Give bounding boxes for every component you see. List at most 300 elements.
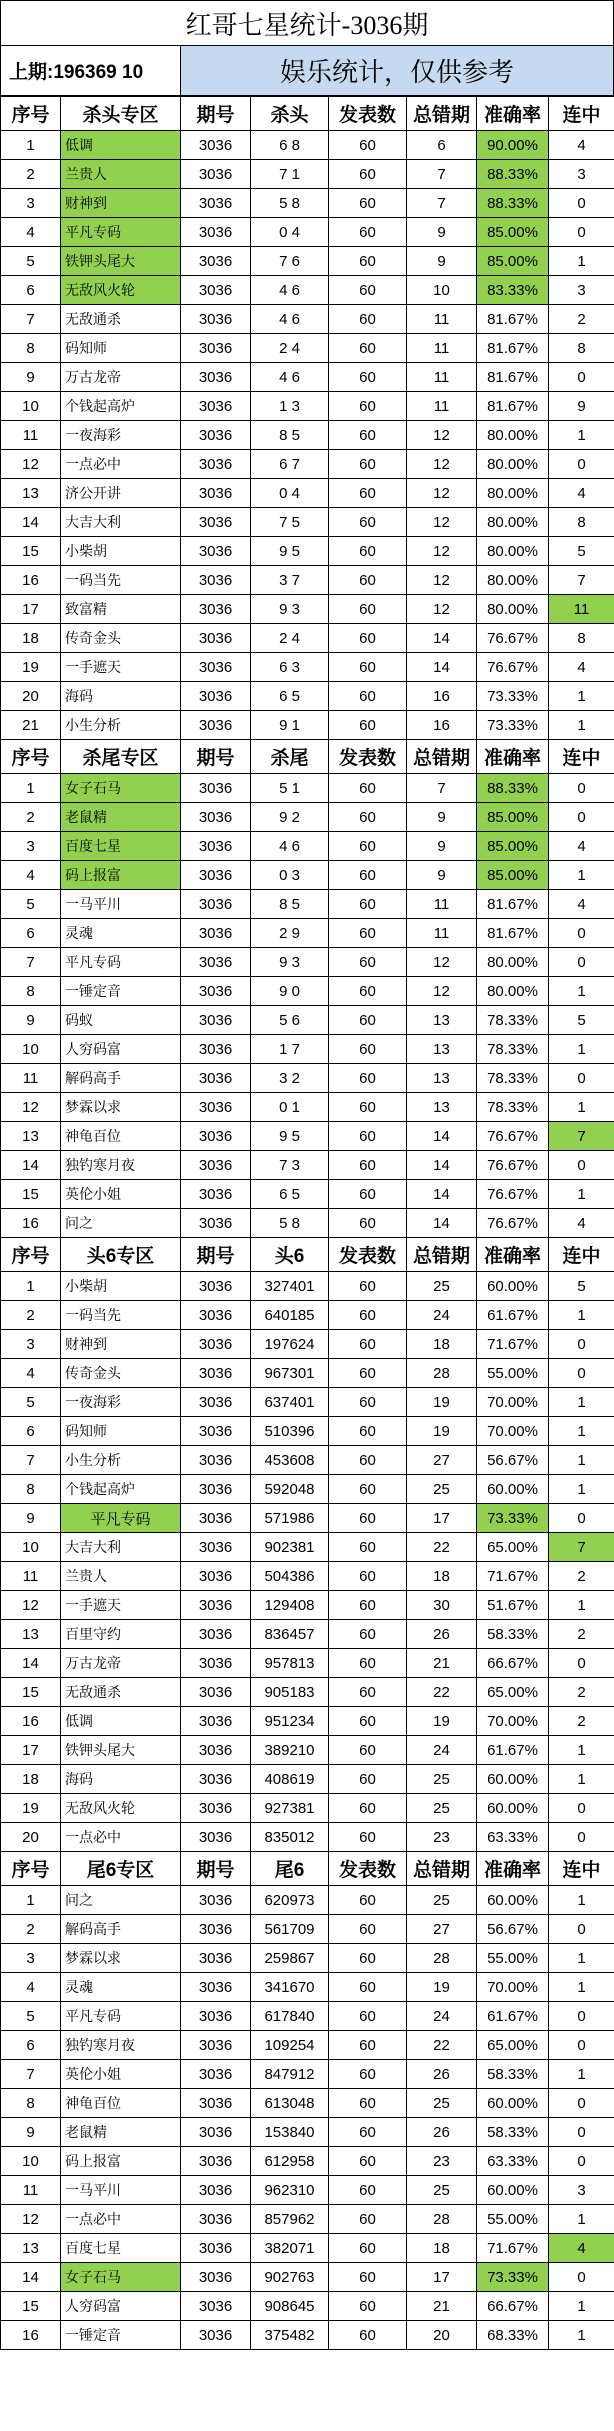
table-cell: 12 <box>407 479 477 508</box>
table-cell: 26 <box>407 2118 477 2147</box>
table-cell: 3036 <box>181 247 251 276</box>
table-cell: 一码当先 <box>61 566 181 595</box>
table-cell: 60.00% <box>477 1765 549 1794</box>
table-cell: 389210 <box>251 1736 329 1765</box>
table-cell: 16 <box>407 682 477 711</box>
table-cell: 一点必中 <box>61 1823 181 1852</box>
table-cell: 一锤定音 <box>61 2321 181 2350</box>
table-cell: 197624 <box>251 1330 329 1359</box>
table-cell: 万古龙帝 <box>61 1649 181 1678</box>
table-row <box>1 2321 614 2350</box>
column-header: 期号 <box>181 740 251 774</box>
table-cell: 17 <box>407 2263 477 2292</box>
table-cell: 1 <box>549 1180 614 1209</box>
table-cell: 25 <box>407 1272 477 1301</box>
table-cell: 6 <box>1 276 61 305</box>
table-cell: 81.67% <box>477 334 549 363</box>
table-cell: 铁钾头尾大 <box>61 1736 181 1765</box>
table-cell: 16 <box>1 1209 61 1238</box>
table-cell: 3036 <box>181 1064 251 1093</box>
table-cell: 12 <box>407 566 477 595</box>
table-cell: 13 <box>407 1093 477 1122</box>
table-cell: 1 <box>549 247 614 276</box>
table-cell: 一锤定音 <box>61 977 181 1006</box>
table-row <box>1 1649 614 1678</box>
table-cell: 60 <box>329 218 407 247</box>
column-header: 准确率 <box>477 97 549 131</box>
table-cell: 小生分析 <box>61 1446 181 1475</box>
table-cell: 一手遮天 <box>61 1591 181 1620</box>
table-row <box>1 1388 614 1417</box>
table-row <box>1 1035 614 1064</box>
table-cell: 0 <box>549 1151 614 1180</box>
table-cell: 0 <box>549 363 614 392</box>
table-row <box>1 334 614 363</box>
table-cell: 2 <box>1 1915 61 1944</box>
table-row <box>1 2118 614 2147</box>
table-cell: 3036 <box>181 1093 251 1122</box>
table-row <box>1 890 614 919</box>
table-row <box>1 2205 614 2234</box>
table-cell: 4 <box>549 832 614 861</box>
table-cell: 12 <box>407 508 477 537</box>
table-cell: 4 <box>1 861 61 890</box>
table-cell: 0 <box>549 2147 614 2176</box>
table-cell: 85.00% <box>477 861 549 890</box>
table-cell: 22 <box>407 1533 477 1562</box>
table-row <box>1 919 614 948</box>
table-cell: 3036 <box>181 1330 251 1359</box>
table-cell: 60 <box>329 2118 407 2147</box>
column-header: 发表数 <box>329 97 407 131</box>
table-cell: 4 <box>549 2234 614 2263</box>
table-cell: 3036 <box>181 2118 251 2147</box>
table-cell: 1 <box>549 2060 614 2089</box>
column-header: 杀尾专区 <box>61 740 181 774</box>
table-cell: 13 <box>1 1620 61 1649</box>
table-cell: 10 <box>407 276 477 305</box>
column-header: 头6专区 <box>61 1238 181 1272</box>
table-cell: 10 <box>1 392 61 421</box>
table-row <box>1 1209 614 1238</box>
table-cell: 5 1 <box>251 774 329 803</box>
table-cell: 3036 <box>181 774 251 803</box>
table-cell: 7 <box>1 1446 61 1475</box>
table-row <box>1 1678 614 1707</box>
table-cell: 8 <box>549 508 614 537</box>
table-cell: 847912 <box>251 2060 329 2089</box>
table-cell: 1 <box>549 977 614 1006</box>
table-cell: 60 <box>329 803 407 832</box>
table-cell: 65.00% <box>477 1533 549 1562</box>
table-cell: 60 <box>329 1093 407 1122</box>
table-cell: 78.33% <box>477 1035 549 1064</box>
table-cell: 3036 <box>181 363 251 392</box>
table-row <box>1 131 614 160</box>
table-cell: 28 <box>407 1944 477 1973</box>
table-cell: 8 <box>1 1475 61 1504</box>
table-cell: 65.00% <box>477 1678 549 1707</box>
table-cell: 962310 <box>251 2176 329 2205</box>
table-cell: 22 <box>407 1678 477 1707</box>
table-cell: 24 <box>407 1736 477 1765</box>
table-cell: 3036 <box>181 1649 251 1678</box>
table-cell: 一夜海彩 <box>61 1388 181 1417</box>
table-cell: 18 <box>1 1765 61 1794</box>
table-row <box>1 1301 614 1330</box>
table-cell: 11 <box>407 363 477 392</box>
table-cell: 8 5 <box>251 421 329 450</box>
table-cell: 76.67% <box>477 1151 549 1180</box>
table-cell: 60 <box>329 1446 407 1475</box>
table-cell: 25 <box>407 1794 477 1823</box>
disclaimer-banner: 娱乐统计，仅供参考 <box>181 46 613 95</box>
table-row <box>1 774 614 803</box>
table-row <box>1 1006 614 1035</box>
table-cell: 11 <box>1 1562 61 1591</box>
table-cell: 857962 <box>251 2205 329 2234</box>
table-cell: 18 <box>407 1562 477 1591</box>
table-cell: 60 <box>329 861 407 890</box>
table-cell: 3036 <box>181 305 251 334</box>
table-cell: 1 <box>549 1417 614 1446</box>
table-cell: 81.67% <box>477 919 549 948</box>
table-cell: 60 <box>329 711 407 740</box>
table-cell: 3036 <box>181 1973 251 2002</box>
table-cell: 7 <box>1 948 61 977</box>
table-cell: 英伦小姐 <box>61 2060 181 2089</box>
stats-table-body <box>1 97 614 2350</box>
table-cell: 3036 <box>181 2002 251 2031</box>
table-cell: 1 <box>549 1301 614 1330</box>
table-row <box>1 803 614 832</box>
table-cell: 5 <box>549 1272 614 1301</box>
table-cell: 9 <box>407 861 477 890</box>
table-cell: 13 <box>1 479 61 508</box>
table-cell: 76.67% <box>477 1180 549 1209</box>
table-cell: 6 <box>1 919 61 948</box>
table-cell: 902763 <box>251 2263 329 2292</box>
table-cell: 7 <box>549 566 614 595</box>
table-cell: 9 5 <box>251 1122 329 1151</box>
table-cell: 60 <box>329 1886 407 1915</box>
table-cell: 3 <box>549 276 614 305</box>
column-header: 连中 <box>549 1852 614 1886</box>
table-cell: 1 <box>549 1765 614 1794</box>
table-cell: 解码高手 <box>61 1915 181 1944</box>
table-cell: 28 <box>407 1359 477 1388</box>
table-cell: 5 <box>1 1388 61 1417</box>
table-cell: 60 <box>329 653 407 682</box>
table-cell: 3036 <box>181 2321 251 2350</box>
table-cell: 无敌通杀 <box>61 305 181 334</box>
table-cell: 5 8 <box>251 1209 329 1238</box>
table-row <box>1 861 614 890</box>
table-cell: 60 <box>329 624 407 653</box>
table-cell: 19 <box>1 653 61 682</box>
table-cell: 60 <box>329 2176 407 2205</box>
table-cell: 3036 <box>181 861 251 890</box>
column-header: 杀尾 <box>251 740 329 774</box>
table-row <box>1 1944 614 1973</box>
table-cell: 5 <box>1 2002 61 2031</box>
table-cell: 3 <box>549 2176 614 2205</box>
table-row <box>1 1093 614 1122</box>
table-cell: 76.67% <box>477 624 549 653</box>
table-row <box>1 2031 614 2060</box>
table-cell: 0 <box>549 1794 614 1823</box>
table-cell: 510396 <box>251 1417 329 1446</box>
table-cell: 18 <box>407 2234 477 2263</box>
table-cell: 60 <box>329 832 407 861</box>
table-cell: 14 <box>1 1649 61 1678</box>
table-cell: 60.00% <box>477 1272 549 1301</box>
table-cell: 2 <box>1 803 61 832</box>
table-cell: 传奇金头 <box>61 1359 181 1388</box>
table-cell: 3036 <box>181 218 251 247</box>
table-cell: 4 <box>549 653 614 682</box>
column-header: 期号 <box>181 1238 251 1272</box>
table-cell: 3036 <box>181 1122 251 1151</box>
table-row <box>1 832 614 861</box>
table-cell: 60 <box>329 948 407 977</box>
table-cell: 60 <box>329 1006 407 1035</box>
table-cell: 16 <box>1 566 61 595</box>
table-row <box>1 595 614 624</box>
table-cell: 13 <box>1 1122 61 1151</box>
table-cell: 码上报富 <box>61 861 181 890</box>
table-cell: 60 <box>329 2089 407 2118</box>
table-cell: 0 <box>549 774 614 803</box>
table-cell: 百度七星 <box>61 2234 181 2263</box>
table-cell: 一点必中 <box>61 2205 181 2234</box>
table-cell: 13 <box>407 1006 477 1035</box>
table-cell: 3036 <box>181 508 251 537</box>
table-cell: 4 <box>1 1973 61 2002</box>
table-cell: 78.33% <box>477 1064 549 1093</box>
page-title: 红哥七星统计-3036期 <box>0 0 614 46</box>
table-cell: 0 <box>549 1823 614 1852</box>
table-cell: 个钱起高炉 <box>61 1475 181 1504</box>
table-cell: 2 4 <box>251 624 329 653</box>
table-row <box>1 2263 614 2292</box>
table-cell: 60 <box>329 2205 407 2234</box>
table-cell: 6 3 <box>251 653 329 682</box>
table-cell: 60 <box>329 1417 407 1446</box>
table-cell: 60 <box>329 305 407 334</box>
table-cell: 女子石马 <box>61 774 181 803</box>
table-cell: 6 8 <box>251 131 329 160</box>
table-cell: 一马平川 <box>61 890 181 919</box>
table-cell: 9 <box>1 1504 61 1533</box>
table-cell: 12 <box>407 948 477 977</box>
table-cell: 3 7 <box>251 566 329 595</box>
table-cell: 63.33% <box>477 2147 549 2176</box>
table-row <box>1 1533 614 1562</box>
table-cell: 60 <box>329 1475 407 1504</box>
table-cell: 3036 <box>181 1388 251 1417</box>
sub-header <box>0 46 614 96</box>
table-cell: 10 <box>1 1533 61 1562</box>
table-cell: 613048 <box>251 2089 329 2118</box>
table-cell: 68.33% <box>477 2321 549 2350</box>
table-cell: 2 <box>549 305 614 334</box>
table-cell: 3036 <box>181 334 251 363</box>
table-cell: 14 <box>407 653 477 682</box>
table-cell: 60 <box>329 1765 407 1794</box>
table-cell: 5 <box>549 1006 614 1035</box>
table-cell: 90.00% <box>477 131 549 160</box>
table-cell: 3036 <box>181 1209 251 1238</box>
table-cell: 12 <box>1 2205 61 2234</box>
table-cell: 3036 <box>181 189 251 218</box>
table-cell: 60.00% <box>477 2176 549 2205</box>
table-cell: 4 6 <box>251 832 329 861</box>
table-cell: 1 <box>549 1973 614 2002</box>
table-cell: 17 <box>1 1736 61 1765</box>
table-cell: 26 <box>407 1620 477 1649</box>
table-cell: 济公开讲 <box>61 479 181 508</box>
table-row <box>1 450 614 479</box>
table-cell: 0 <box>549 1649 614 1678</box>
table-cell: 78.33% <box>477 1093 549 1122</box>
table-cell: 60.00% <box>477 1475 549 1504</box>
table-cell: 3036 <box>181 890 251 919</box>
table-cell: 80.00% <box>477 450 549 479</box>
table-cell: 7 5 <box>251 508 329 537</box>
table-row <box>1 948 614 977</box>
table-cell: 2 <box>549 1562 614 1591</box>
table-cell: 81.67% <box>477 890 549 919</box>
table-cell: 76.67% <box>477 653 549 682</box>
table-cell: 23 <box>407 1823 477 1852</box>
table-cell: 3036 <box>181 1915 251 1944</box>
table-cell: 0 <box>549 1359 614 1388</box>
table-cell: 神龟百位 <box>61 1122 181 1151</box>
table-cell: 60 <box>329 189 407 218</box>
table-cell: 7 <box>407 160 477 189</box>
table-cell: 3036 <box>181 2031 251 2060</box>
table-row <box>1 537 614 566</box>
table-cell: 2 9 <box>251 919 329 948</box>
table-cell: 0 <box>549 2031 614 2060</box>
table-cell: 60 <box>329 2234 407 2263</box>
table-cell: 56.67% <box>477 1915 549 1944</box>
table-cell: 11 <box>407 919 477 948</box>
table-cell: 60 <box>329 1707 407 1736</box>
table-cell: 9 3 <box>251 595 329 624</box>
table-cell: 7 <box>1 305 61 334</box>
table-cell: 解码高手 <box>61 1064 181 1093</box>
column-header: 准确率 <box>477 1238 549 1272</box>
table-cell: 73.33% <box>477 2263 549 2292</box>
table-cell: 20 <box>1 682 61 711</box>
table-cell: 0 <box>549 919 614 948</box>
table-row <box>1 566 614 595</box>
table-cell: 571986 <box>251 1504 329 1533</box>
table-cell: 17 <box>1 595 61 624</box>
table-cell: 4 <box>549 1209 614 1238</box>
table-cell: 80.00% <box>477 537 549 566</box>
table-cell: 6 <box>407 131 477 160</box>
table-cell: 一手遮天 <box>61 653 181 682</box>
table-cell: 11 <box>1 1064 61 1093</box>
table-row <box>1 1180 614 1209</box>
table-row <box>1 1823 614 1852</box>
table-cell: 61.67% <box>477 1301 549 1330</box>
table-cell: 11 <box>407 334 477 363</box>
table-cell: 60 <box>329 1209 407 1238</box>
table-cell: 70.00% <box>477 1388 549 1417</box>
table-cell: 14 <box>1 508 61 537</box>
table-row <box>1 653 614 682</box>
table-row <box>1 1620 614 1649</box>
table-cell: 9 3 <box>251 948 329 977</box>
table-cell: 16 <box>407 711 477 740</box>
table-cell: 3036 <box>181 392 251 421</box>
table-cell: 0 <box>549 450 614 479</box>
table-cell: 21 <box>1 711 61 740</box>
table-cell: 22 <box>407 2031 477 2060</box>
table-row <box>1 189 614 218</box>
table-cell: 60 <box>329 1591 407 1620</box>
table-cell: 73.33% <box>477 1504 549 1533</box>
table-row <box>1 1272 614 1301</box>
table-cell: 80.00% <box>477 508 549 537</box>
table-cell: 3036 <box>181 919 251 948</box>
table-cell: 11 <box>407 392 477 421</box>
table-cell: 7 1 <box>251 160 329 189</box>
table-cell: 1 <box>549 1736 614 1765</box>
table-cell: 2 <box>549 1678 614 1707</box>
table-cell: 3036 <box>181 537 251 566</box>
column-header: 准确率 <box>477 740 549 774</box>
table-cell: 85.00% <box>477 803 549 832</box>
table-cell: 1 <box>549 1886 614 1915</box>
table-cell: 27 <box>407 1446 477 1475</box>
table-cell: 8 <box>1 2089 61 2118</box>
table-cell: 3036 <box>181 1944 251 1973</box>
table-cell: 70.00% <box>477 1417 549 1446</box>
table-cell: 60 <box>329 276 407 305</box>
table-cell: 3036 <box>181 832 251 861</box>
table-row <box>1 1359 614 1388</box>
table-cell: 88.33% <box>477 774 549 803</box>
table-cell: 80.00% <box>477 977 549 1006</box>
table-cell: 60 <box>329 1301 407 1330</box>
table-cell: 85.00% <box>477 218 549 247</box>
table-cell: 14 <box>407 624 477 653</box>
table-cell: 7 <box>407 774 477 803</box>
table-cell: 9 <box>1 363 61 392</box>
table-cell: 3036 <box>181 1823 251 1852</box>
table-cell: 传奇金头 <box>61 624 181 653</box>
table-cell: 88.33% <box>477 189 549 218</box>
table-cell: 16 <box>1 1707 61 1736</box>
table-cell: 独钓寒月夜 <box>61 1151 181 1180</box>
table-cell: 60 <box>329 1649 407 1678</box>
table-cell: 7 <box>407 189 477 218</box>
table-cell: 58.33% <box>477 2060 549 2089</box>
table-cell: 一点必中 <box>61 450 181 479</box>
table-cell: 12 <box>1 1591 61 1620</box>
table-cell: 人穷码富 <box>61 2292 181 2321</box>
table-cell: 平凡专码 <box>61 2002 181 2031</box>
table-cell: 女子石马 <box>61 2263 181 2292</box>
table-cell: 637401 <box>251 1388 329 1417</box>
table-cell: 0 4 <box>251 479 329 508</box>
table-cell: 3036 <box>181 711 251 740</box>
